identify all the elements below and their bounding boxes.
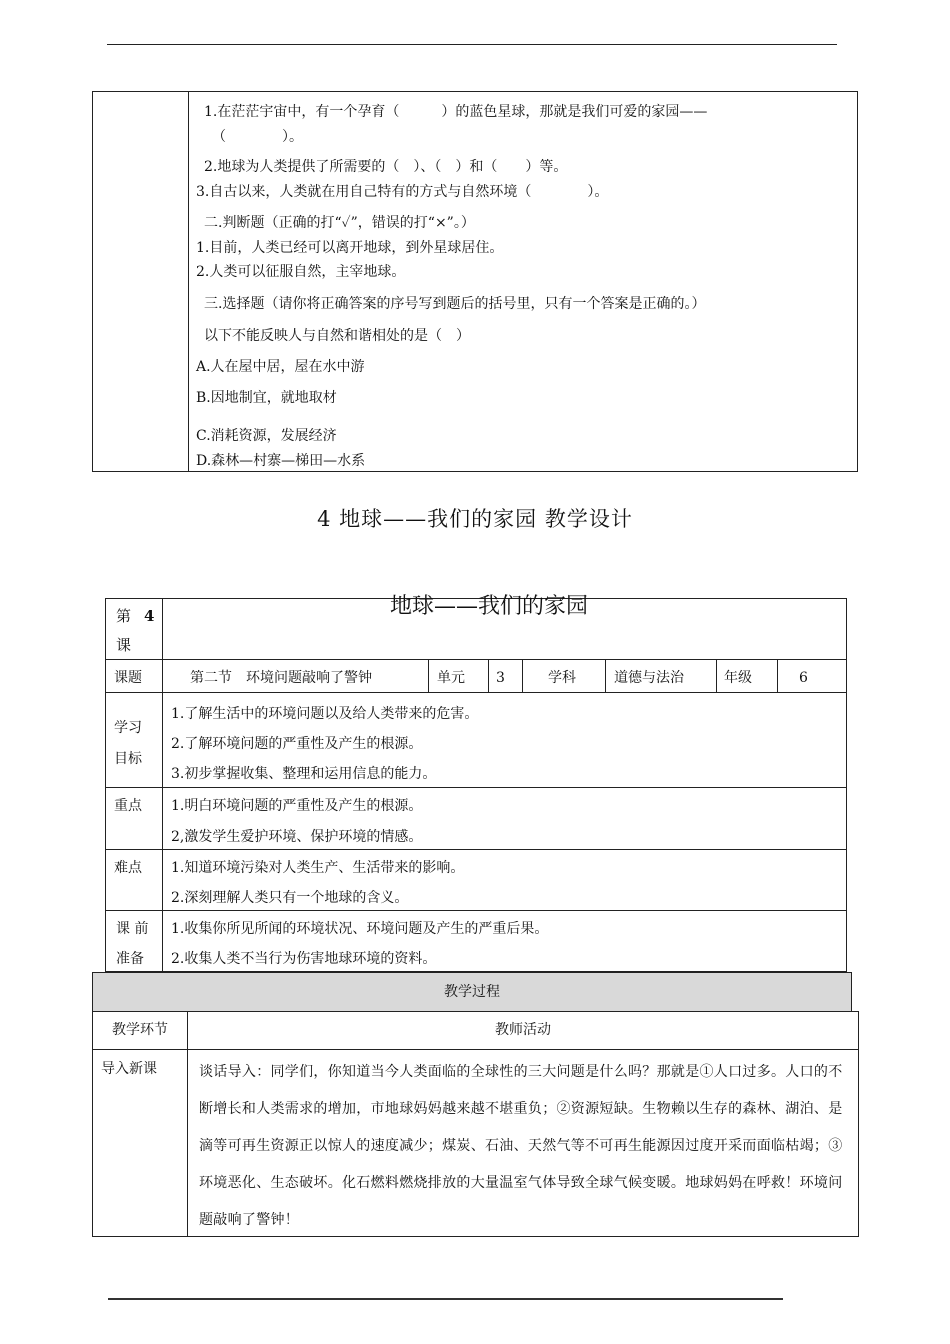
header-rule (107, 44, 837, 45)
difficulty-label: 难点 (114, 860, 142, 876)
lesson-title: 地球——我们的家园 (390, 594, 589, 619)
lesson-label-a: 第 (116, 607, 132, 625)
fill-question-1: 1.在茫茫宇宙中，有一个孕育（ ）的蓝色星球，那就是我们可爱的家园—— (204, 104, 708, 120)
prep-1: 1.收集你所见所闻的环境状况、环境问题及产生的严重后果。 (171, 921, 549, 937)
prep-label-a: 课 前 (116, 921, 149, 937)
option-c: C.消耗资源，发展经济 (196, 428, 337, 444)
goals-label-a: 学习 (114, 720, 142, 736)
goal-2: 2.了解环境问题的严重性及产生的根源。 (171, 736, 423, 752)
activity-header: 教师活动 (495, 1022, 551, 1038)
choice-title: 三.选择题（请你将正确答案的序号写到题后的括号里，只有一个答案是正确的。） (204, 296, 706, 312)
subject-value: 道德与法治 (614, 670, 684, 686)
stage-name: 导入新课 (101, 1061, 157, 1077)
goal-1: 1.了解生活中的环境问题以及给人类带来的危害。 (171, 706, 479, 722)
choice-question: 以下不能反映人与自然和谐相处的是（ ） (204, 328, 470, 344)
topic-value: 第二节 环境问题敲响了警钟 (190, 670, 372, 686)
unit-value-cell (488, 659, 523, 693)
judge-item-2: 2.人类可以征服自然，主宰地球。 (196, 264, 406, 280)
unit-value: 3 (496, 670, 505, 686)
fill-question-3: 3.自古以来，人类就在用自己特有的方式与自然环境（ ）。 (196, 184, 609, 200)
grade-value: 6 (799, 670, 808, 686)
lesson-number: 4 (144, 607, 155, 625)
fill-question-2: 2.地球为人类提供了所需要的（ ）、（ ）和（ ）等。 (204, 159, 568, 175)
column-divider (188, 92, 189, 471)
prep-label-b: 准备 (116, 951, 144, 967)
goals-label-b: 目标 (114, 751, 142, 767)
key-point-1: 1.明白环境问题的严重性及产生的根源。 (171, 798, 423, 814)
option-a: A.人在屋中居，屋在水中游 (196, 359, 365, 375)
fill-question-1-cont: （ ）。 (212, 129, 303, 145)
option-b: B.因地制宜，就地取材 (196, 390, 337, 406)
unit-label: 单元 (437, 670, 465, 686)
difficulty-1: 1.知道环境污染对人类生产、生活带来的影响。 (171, 860, 465, 876)
grade-value-cell (777, 659, 847, 693)
grade-label: 年级 (724, 670, 752, 686)
difficulty-2: 2.深刻理解人类只有一个地球的含义。 (171, 890, 409, 906)
goal-3: 3.初步掌握收集、整理和运用信息的能力。 (171, 766, 437, 782)
footer-rule (108, 1298, 783, 1300)
subject-label: 学科 (548, 670, 576, 686)
stage-header: 教学环节 (112, 1022, 168, 1038)
key-label: 重点 (114, 798, 142, 814)
topic-label: 课题 (114, 670, 142, 686)
activity-content: 谈话导入：同学们，你知道当今人类面临的全球性的三大问题是什么吗？那就是①人口过多。人口的不断增长和人类需求的增加，市地球妈妈越来越不堪重负；②资源短缺。生物赖以生存的森林、湖泊、是滴等可再生资源正以惊人的速度减少；煤炭、石油、天然气等不可再生能源因过度开采而面临枯竭；③环境恶化、生态破坏。化石燃料燃烧排放的大量温室气体导致全球气候变暖。地球妈妈在呼救！环境问题敲响了警钟！ (199, 1064, 843, 1228)
judge-item-1: 1.目前，人类已经可以离开地球，到外星球居住。 (196, 240, 504, 256)
key-point-2: 2,激发学生爱护环境、保护环境的情感。 (171, 829, 423, 845)
doc-title: 4 地球——我们的家园 教学设计 (317, 507, 633, 531)
option-d: D.森林—村寨—梯田—水系 (196, 453, 366, 469)
prep-2: 2.收集人类不当行为伤害地球环境的资料。 (171, 951, 437, 967)
goals-label-cell (105, 692, 163, 788)
judge-title: 二.判断题（正确的打“✓”，错误的打“×”。） (204, 215, 475, 231)
lesson-label-b: 课 (116, 636, 132, 654)
exercise-table (92, 91, 858, 472)
process-header: 教学过程 (444, 984, 500, 1000)
